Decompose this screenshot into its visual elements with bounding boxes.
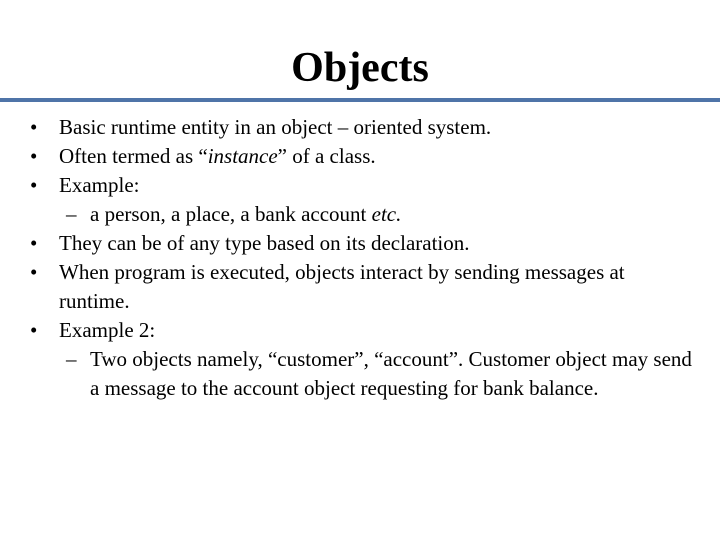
bullet-text: Basic runtime entity in an object – oriented system. (59, 115, 492, 139)
bullet-item (26, 229, 696, 258)
bullet-icon: • (30, 231, 38, 255)
bullet-icon: • (30, 173, 38, 197)
bullet-text: Example: (59, 173, 140, 197)
bullet-text-after: ” of a class. (277, 144, 376, 168)
bullet-text: They can be of any type based on its declaration. (59, 231, 470, 255)
bullet-item (26, 171, 696, 200)
bullet-text-before: Often termed as “ (59, 144, 208, 168)
slide-title: Objects (291, 45, 429, 91)
bullet-text: Example 2: (59, 318, 156, 342)
sub-text-before: a person, a place, a bank account (90, 202, 372, 226)
bullet-icon: • (30, 318, 38, 342)
bullet-icon: • (30, 260, 38, 284)
dash-icon: – (66, 347, 77, 371)
bullet-item (26, 113, 696, 142)
sub-text-italic: etc. (371, 202, 402, 226)
bullet-item (26, 142, 696, 171)
slide-content (26, 113, 696, 403)
sub-item (26, 345, 696, 403)
bullet-text-italic: instance (207, 144, 278, 168)
bullet-icon: • (30, 115, 38, 139)
sub-text: Two objects namely, “customer”, “account”. Customer object may send a message to the account object requesting for bank balance. (90, 347, 692, 400)
bullet-icon: • (30, 144, 38, 168)
bullet-item (26, 316, 696, 345)
dash-icon: – (66, 202, 77, 226)
sub-item (26, 200, 696, 229)
bullet-item (26, 258, 696, 316)
title-divider (0, 98, 720, 102)
bullet-text: When program is executed, objects interact by sending messages at runtime. (59, 260, 625, 313)
